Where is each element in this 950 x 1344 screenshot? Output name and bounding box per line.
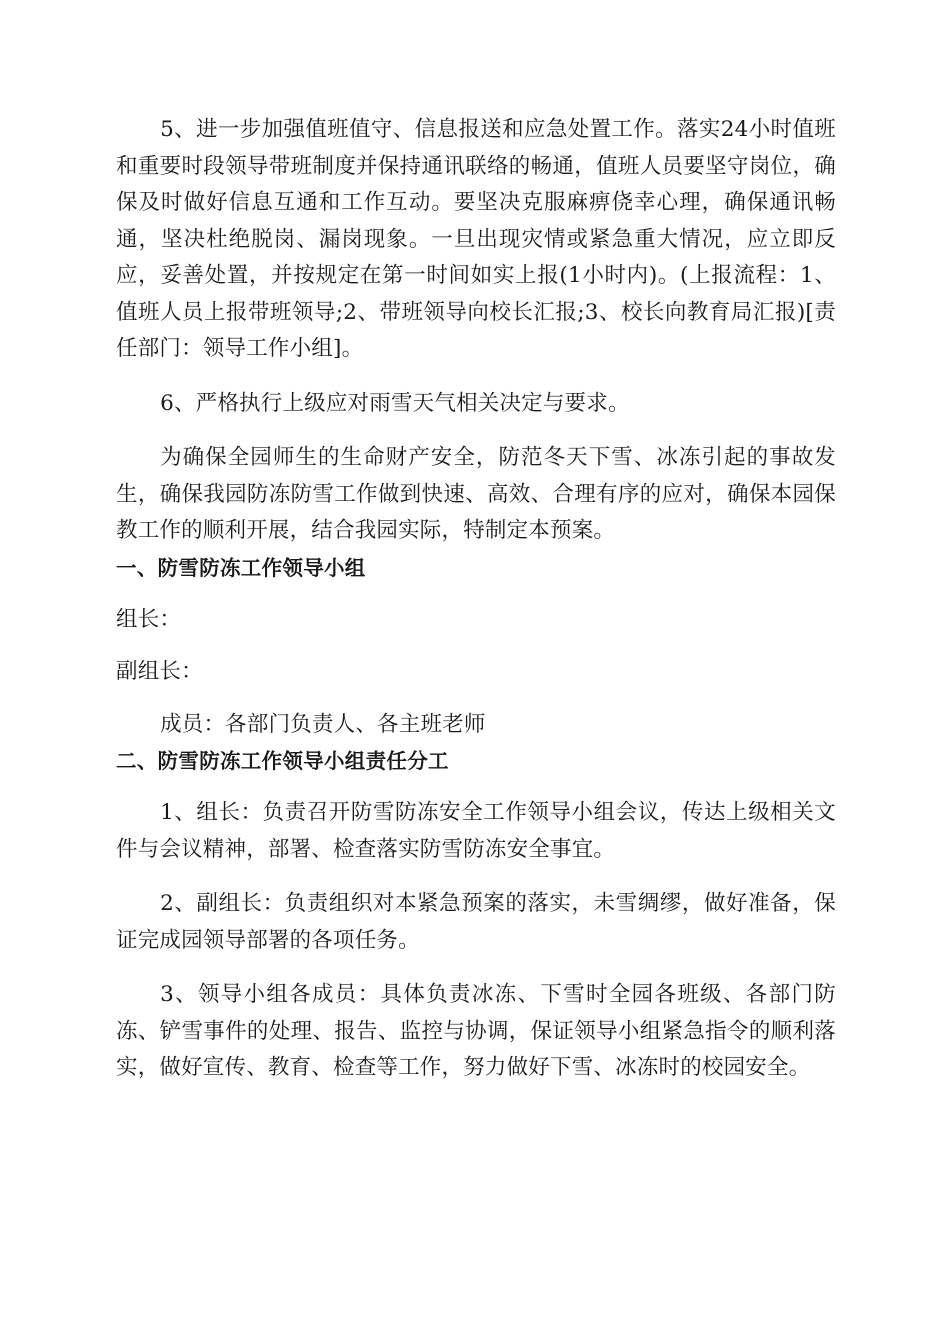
document-page [116,112,836,1087]
section-1-heading: 一、防雪防冻工作领导小组 [116,555,366,580]
paragraph-item-5: 5、进一步加强值班值守、信息报送和应急处置工作。落实24小时值班和重要时段领导带班制度并保持通讯联络的畅通，值班人员要坚守岗位，确保及时做好信息互通和工作互动。要坚决克服麻痹侥幸心理，确保通讯畅通，坚决杜绝脱岗、漏岗现象。一旦出现灾情或紧急重大情况，应立即反应，妥善处置，并按规定在第一时间如实上报(1小时内)。(上报流程：1、值班人员上报带班领导;2、带班领导向校长汇报;3、校长向教育局汇报)[责任部门：领导工作小组]。 [116,117,836,361]
leader-line: 组长： [116,606,182,632]
duty-item-1: 1、组长：负责召开防雪防冻安全工作领导小组会议，传达上级相关文件与会议精神，部署、检查落实防雪防冻安全事宜。 [116,800,836,862]
deputy-leader-line: 副组长： [116,659,203,684]
duty-item-3: 3、领导小组各成员：具体负责冰冻、下雪时全园各班级、各部门防冻、铲雪事件的处理、报告、监控与协调，保证领导小组紧急指令的顺利落实，做好宣传、教育、检查等工作，努力做好下雪、冰冻时的校园安全。 [116,982,836,1080]
members-line: 成员：各部门负责人、各主班老师 [160,711,486,737]
section-2-heading: 二、防雪防冻工作领导小组责任分工 [116,749,449,773]
paragraph-item-6: 6、严格执行上级应对雨雪天气相关决定与要求。 [160,390,630,416]
intro-paragraph: 为确保全园师生的生命财产安全，防范冬天下雪、冰冻引起的事故发生，确保我园防冻防雪工作做到快速、高效、合理有序的应对，确保本园保教工作的顺利开展，结合我园实际，特制定本预案。 [116,445,836,543]
duty-item-2: 2、副组长：负责组织对本紧急预案的落实，未雪绸缪，做好准备，保证完成园领导部署的各项任务。 [116,891,836,953]
